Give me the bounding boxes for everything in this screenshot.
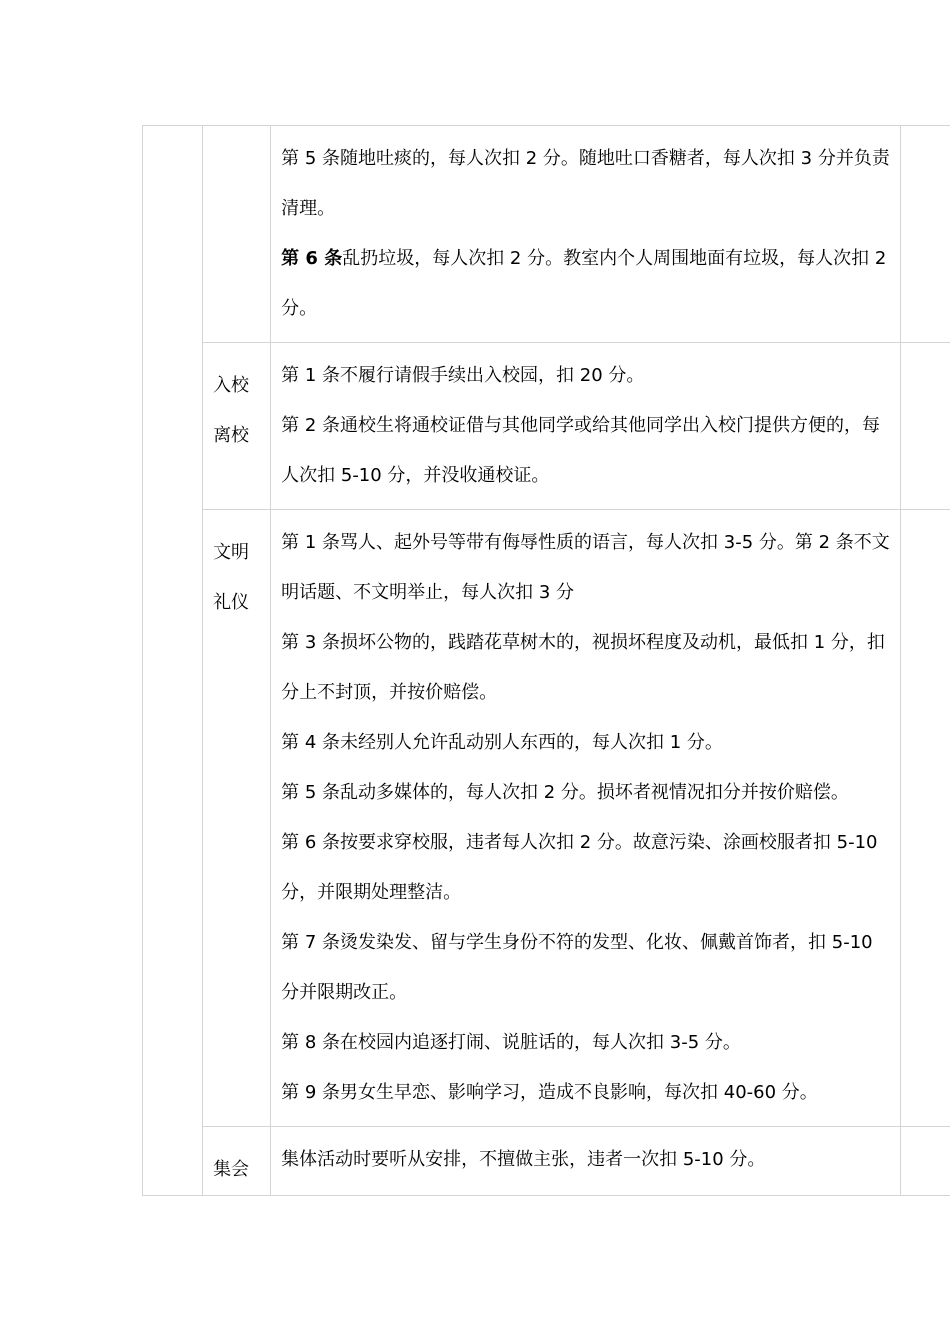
rule-paragraph: 集体活动时要听从安排，不擅做主张，违者一次扣 5-10 分。 <box>281 1149 766 1170</box>
rule-paragraph: 第 8 条在校园内追逐打闹、说脏话的，每人次扣 3-5 分。 <box>281 1032 741 1053</box>
empty-cell <box>900 343 950 510</box>
rule-content-cell <box>271 510 901 1127</box>
empty-cell <box>900 1127 950 1196</box>
left-merged-cell <box>143 126 203 1196</box>
rule-paragraph: 第 9 条男女生早恋、影响学习，造成不良影响，每次扣 40-60 分。 <box>281 1082 818 1103</box>
rule-paragraph: 第 7 条烫发染发、留与学生身份不符的发型、化妆、佩戴首饰者，扣 5-10 分并限期改正。 <box>281 932 873 1003</box>
empty-cell <box>900 510 950 1127</box>
rule-paragraph: 第 5 条乱动多媒体的，每人次扣 2 分。损坏者视情况扣分并按价赔偿。 <box>281 782 849 803</box>
category-cell <box>203 343 271 510</box>
category-cell <box>203 510 271 1127</box>
category-cell <box>203 126 271 343</box>
rules-table <box>142 125 950 1196</box>
rule-paragraph: 第 3 条损坏公物的，践踏花草树木的，视损坏程度及动机，最低扣 1 分，扣分上不封顶，并按价赔偿。 <box>281 632 885 703</box>
rule-content-cell <box>271 1127 901 1196</box>
rule-paragraph: 第 4 条未经别人允许乱动别人东西的，每人次扣 1 分。 <box>281 732 723 753</box>
rule-content-cell <box>271 343 901 510</box>
table-row <box>143 343 950 510</box>
rule-paragraph: 第 5 条随地吐痰的，每人次扣 2 分。随地吐口香糖者，每人次扣 3 分并负责清理。 <box>281 148 890 219</box>
rule-paragraph: 第 6 条乱扔垃圾，每人次扣 2 分。教室内个人周围地面有垃圾，每人次扣 2 分。 <box>281 248 887 319</box>
category-label: 文明 <box>213 542 250 563</box>
rule-paragraph: 第 1 条骂人、起外号等带有侮辱性质的语言，每人次扣 3-5 分。第 2 条不文明话题、不文明举止，每人次扣 3 分 <box>281 532 890 603</box>
category-label: 入校 <box>213 375 250 396</box>
rule-paragraph: 第 1 条不履行请假手续出入校园，扣 20 分。 <box>281 365 645 386</box>
category-label: 礼仪 <box>213 592 250 613</box>
table-row <box>143 126 950 343</box>
rule-content-cell <box>271 126 901 343</box>
rule-paragraph: 第 6 条按要求穿校服，违者每人次扣 2 分。故意污染、涂画校服者扣 5-10 分，并限期处理整洁。 <box>281 832 878 903</box>
category-label: 集会 <box>213 1159 250 1180</box>
category-cell <box>203 1127 271 1196</box>
empty-cell <box>900 126 950 343</box>
rule-paragraph: 第 2 条通校生将通校证借与其他同学或给其他同学出入校门提供方便的，每人次扣 5-10 分，并没收通校证。 <box>281 415 881 486</box>
category-label: 离校 <box>213 425 250 446</box>
table-row <box>143 510 950 1127</box>
table-row <box>143 1127 950 1196</box>
